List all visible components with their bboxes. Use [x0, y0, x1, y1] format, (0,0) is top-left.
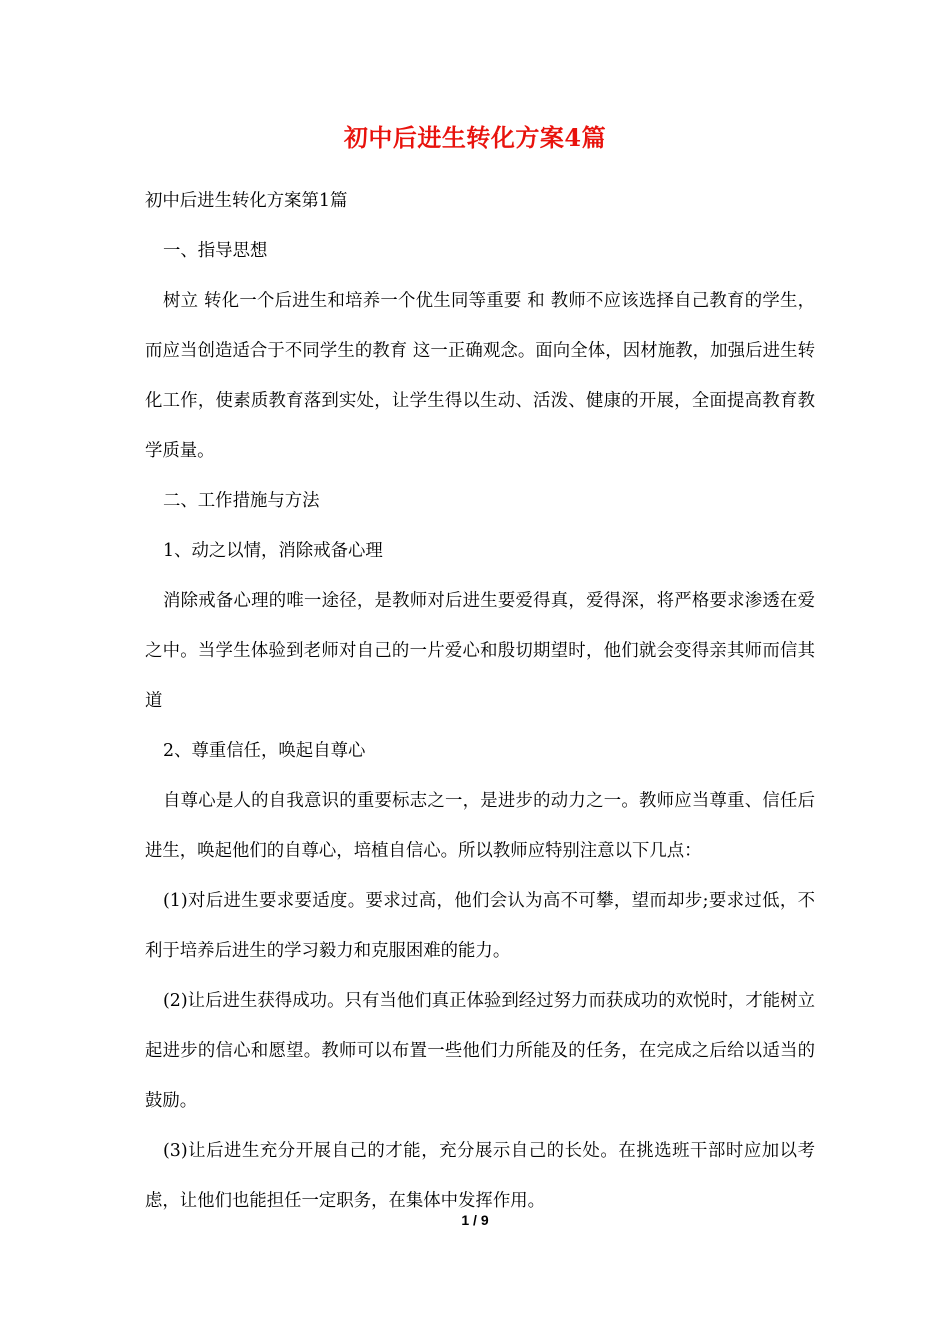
page-indicator: 1 / 9	[461, 1212, 489, 1228]
subheading-respect-trust: 2、尊重信任，唤起自尊心	[163, 741, 366, 761]
list-item-moderate-requirements: (1)对后进生要求要适度。要求过高，他们会认为高不可攀，望而却步;要求过低，不利于培养后进生的学习毅力和克服困难的能力。	[145, 891, 815, 961]
list-item-achieve-success: (2)让后进生获得成功。只有当他们真正体验到经过努力而获成功的欢悦时，才能树立起进步的信心和愿望。教师可以布置一些他们力所能及的任务，在完成之后给以适当的鼓励。	[145, 991, 815, 1111]
paragraph-guiding-ideology: 树立 转化一个后进生和培养一个优生同等重要 和 教师不应该选择自己教育的学生，而应当创造适合于不同学生的教育 这一正确观念。面向全体，因材施教，加强后进生转化工作，使素质教育落到实处，让学生得以生动、活泼、健康的开展，全面提高教育教学质量。	[145, 291, 815, 461]
paragraph-self-esteem: 自尊心是人的自我意识的重要标志之一，是进步的动力之一。教师应当尊重、信任后进生，唤起他们的自尊心，培植自信心。所以教师应特别注意以下几点：	[145, 791, 815, 861]
subheading-emotion: 1、动之以情，消除戒备心理	[163, 541, 383, 561]
section-subtitle: 初中后进生转化方案第1篇	[145, 191, 348, 211]
document-body	[145, 176, 815, 1226]
document-title: 初中后进生转化方案4篇	[343, 123, 607, 152]
heading-work-measures: 二、工作措施与方法	[163, 491, 320, 511]
list-item-develop-talents: (3)让后进生充分开展自己的才能，充分展示自己的长处。在挑选班干部时应加以考虑，让他们也能担任一定职务，在集体中发挥作用。	[145, 1141, 815, 1211]
heading-guiding-ideology: 一、指导思想	[163, 241, 268, 261]
paragraph-emotion: 消除戒备心理的唯一途径，是教师对后进生要爱得真，爱得深，将严格要求渗透在爱之中。当学生体验到老师对自己的一片爱心和殷切期望时，他们就会变得亲其师而信其道	[145, 591, 815, 711]
